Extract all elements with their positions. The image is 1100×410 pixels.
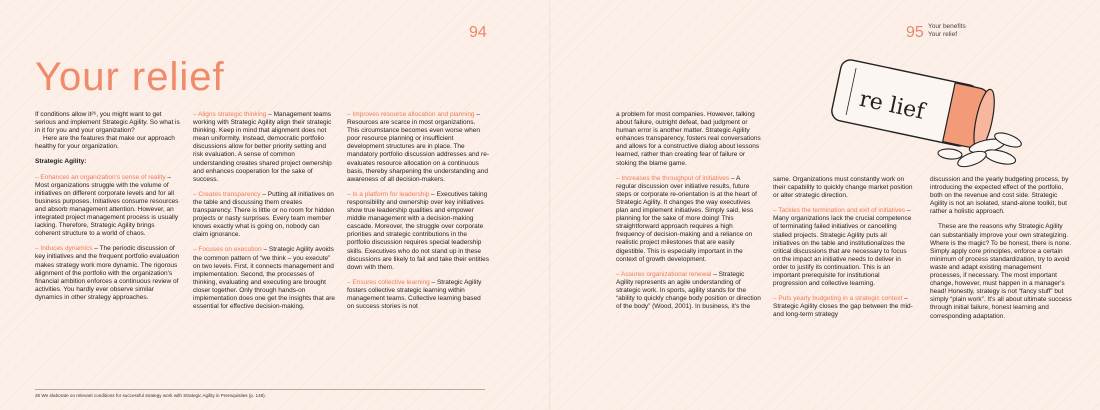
feature-body: – Resources are scarce in most organizations. This circumstance becomes even worse when poor resource planning or insufficient development structures are in place. The mandatory portfolio discussion addresses and re-evaluates resource allocation on a continuous basis, thereby sharpening the understanding and awareness of all decision-makers. [347, 111, 489, 183]
continued-paragraph: a problem for most companies. However, talking about failure, outright defeat, bad judgment or human error is another matter. Strategic Agility enhances transparency, fosters real conversations and allows for a constructive dialog about lessons learned, rather than creating fear of failure or stoking the blame game. [616, 111, 761, 167]
pill-bottle-icon [830, 58, 998, 152]
feature-body: – Strategic Agility avoids the common pattern of “we think – you execute” on two levels. First, it connects management and implementation. Second, the processes of thinking, evaluating and executing are brought closer together. Only through hands-on implementation does one get the insights that are essential for effective decision-making. [193, 246, 336, 311]
feature-item [35, 174, 180, 239]
feature-body: – Strategic Agility represents an agile understanding of strategic work. In sports, agility stands for the “ability to quickly change body position or direction of the body” (Wood, 2001). In business, it's the [616, 270, 761, 311]
feature-heading: – Induces dynamics [35, 245, 93, 253]
pill-bottle-illustration [800, 58, 1030, 168]
feature-heading: – Focuses on execution [193, 246, 262, 254]
feature-body: – Strategic Agility closes the gap between the mid- and long-term strategy [773, 295, 913, 319]
feature-item [347, 279, 489, 311]
feature-body: – Executives taking responsibility and ownership over key initiatives show true leadership qualities and empower middle management with a decision-making cascade. Moreover, the struggle over corporate priorities and strategic contributions in the portfolio discussion requires special leadership skills. Executives who do not stand up in these discussions are likely to fail and take their entities down with them. [347, 190, 489, 271]
feature-heading: – Is a platform for leadership [347, 190, 430, 198]
running-header [928, 23, 966, 39]
section-heading: Strategic Agility: [35, 158, 87, 166]
feature-body: – Putting all initiatives on the table and discussing them creates transparency. There is little or no room for hidden projects or nasty surprises. Every team member knows exactly what is going on, nobody can claim ignorance. [193, 190, 335, 239]
page-number-right: 95 [906, 24, 924, 41]
continued-paragraph: discussion and the yearly budgeting process, by introducing the expected effect of the portfolio, both on the revenue and cost side. Strategic Agility is not an isolated, stand-alone toolkit, but rather a holistic approach. [930, 176, 1069, 216]
feature-item [193, 191, 335, 240]
left-column-1 [35, 111, 180, 302]
right-page [550, 0, 1100, 410]
feature-heading: – Assures organizational renewal [616, 270, 712, 278]
right-column-3 [930, 176, 1072, 321]
feature-body: – Management teams working with Strategic Agility align their strategic thinking. Keep in mind that alignment does not mean uniformity. Instead, democratic portfolio discussions allow for better priority setting and risk evaluation. A sense of common understanding creates shared project ownership and enhances cooperation for the sake of success. [193, 111, 332, 183]
feature-heading: – Aligns strategic thinking [193, 111, 267, 118]
feature-heading: – Puts yearly budgeting in a strategic context [773, 295, 903, 303]
feature-item [347, 191, 489, 272]
feature-item [773, 295, 915, 319]
intro-paragraph-2: Here are the features that make our approach healthy for your organization. [35, 135, 175, 151]
feature-heading: – Enhances an organization's sense of reality [35, 173, 166, 181]
feature-heading: – Ensures collective learning [347, 278, 430, 286]
feature-body: – A regular discussion over initiative results, future steps or corporate re-orientation is at the heart of Strategic Agility. It changes the way executives plan and implement initiatives. Simply said, less planning for the sake of more doing! This straightforward approach requires a high frequency of decision-making and a reliance on realistic project milestones that are easily digestible. This is especially important in the context of growth development. [616, 174, 757, 263]
feature-heading: – Creates transparency [193, 190, 261, 198]
closing-paragraph: These are the reasons why Strategic Agility can substantially improve your own strategizing. Where is the magic? To be honest, there is none. Simply apply core principles, enforce a certain minimum of process standardization, try to avoid waste and adapt existing management processes, if necessary. The most important change, however, must happen in a manager's head! Honestly, strategy is not “fancy stuff” but simply “plain work”. It's all about ultimate success through initial failure, honest learning and corresponding adaptation. [930, 223, 1072, 320]
feature-item [773, 207, 915, 288]
left-column-2 [193, 111, 335, 311]
feature-item [193, 111, 335, 184]
right-column-2 [773, 176, 915, 320]
feature-body: – Strategic Agility fosters collective strategic learning within management teams. Collective learning based on success stories is not [347, 278, 482, 311]
feature-heading: – Increases the throughput of initiatives [616, 174, 730, 182]
running-title-chapter: Your relief [928, 31, 958, 38]
bottle-label: re lief [857, 86, 927, 125]
feature-body: – Most organizations struggle with the volume of initiatives on different corporate levels and for all business purposes. Initiatives consume resources and absorb management attention. However, an integrated project management process is usually lacking. Therefore, Strategic Agility brings coherent structure to a world of chaos. [35, 173, 179, 238]
feature-heading: – Improves resource allocation and planning [347, 111, 475, 118]
feature-item [616, 271, 761, 311]
page-title: Your relief [35, 55, 225, 99]
continued-paragraph: same. Organizations must constantly work on their capability to quickly change market position or alter strategic direction. [773, 176, 913, 200]
feature-item [193, 246, 335, 311]
right-column-1 [616, 111, 761, 311]
feature-heading: – Tackles the termination and exit of initiatives [773, 207, 906, 215]
footnote: 26 We elaborate on relevant conditions for successful strategy work with Strategic Agility in Prerequisites (p. 148). [35, 393, 266, 398]
feature-body: – Many organizations lack the crucial competence of terminating failed initiatives or cancelling stalled projects. Strategic Agility puts all initiatives on the table and institutionalizes the critical discussions that are necessary to focus on the impact an initiative needs to deliver in order to justify its continuation. This is an important prerequisite for institutional progression and collective learning. [773, 207, 912, 288]
page-number-left: 94 [469, 24, 487, 41]
feature-item [347, 111, 489, 184]
feature-item [35, 245, 180, 302]
left-column-3 [347, 111, 489, 311]
intro-paragraph: If conditions allow it²⁶, you might want to get serious and implement Strategic Agility. So what is in it for you and your organization? [35, 111, 180, 135]
feature-body: – The periodic discussion of key initiatives and the frequent portfolio evaluation makes strategy work more dynamic. The rigorous alignment of the portfolio with the organization's financial ambition enforces a continuous review of activities. You hardly ever observe similar dynamics in other strategy approaches. [35, 245, 180, 301]
feature-item [616, 175, 761, 264]
footnote-divider [35, 389, 485, 390]
running-title-section: Your benefits [928, 23, 966, 30]
